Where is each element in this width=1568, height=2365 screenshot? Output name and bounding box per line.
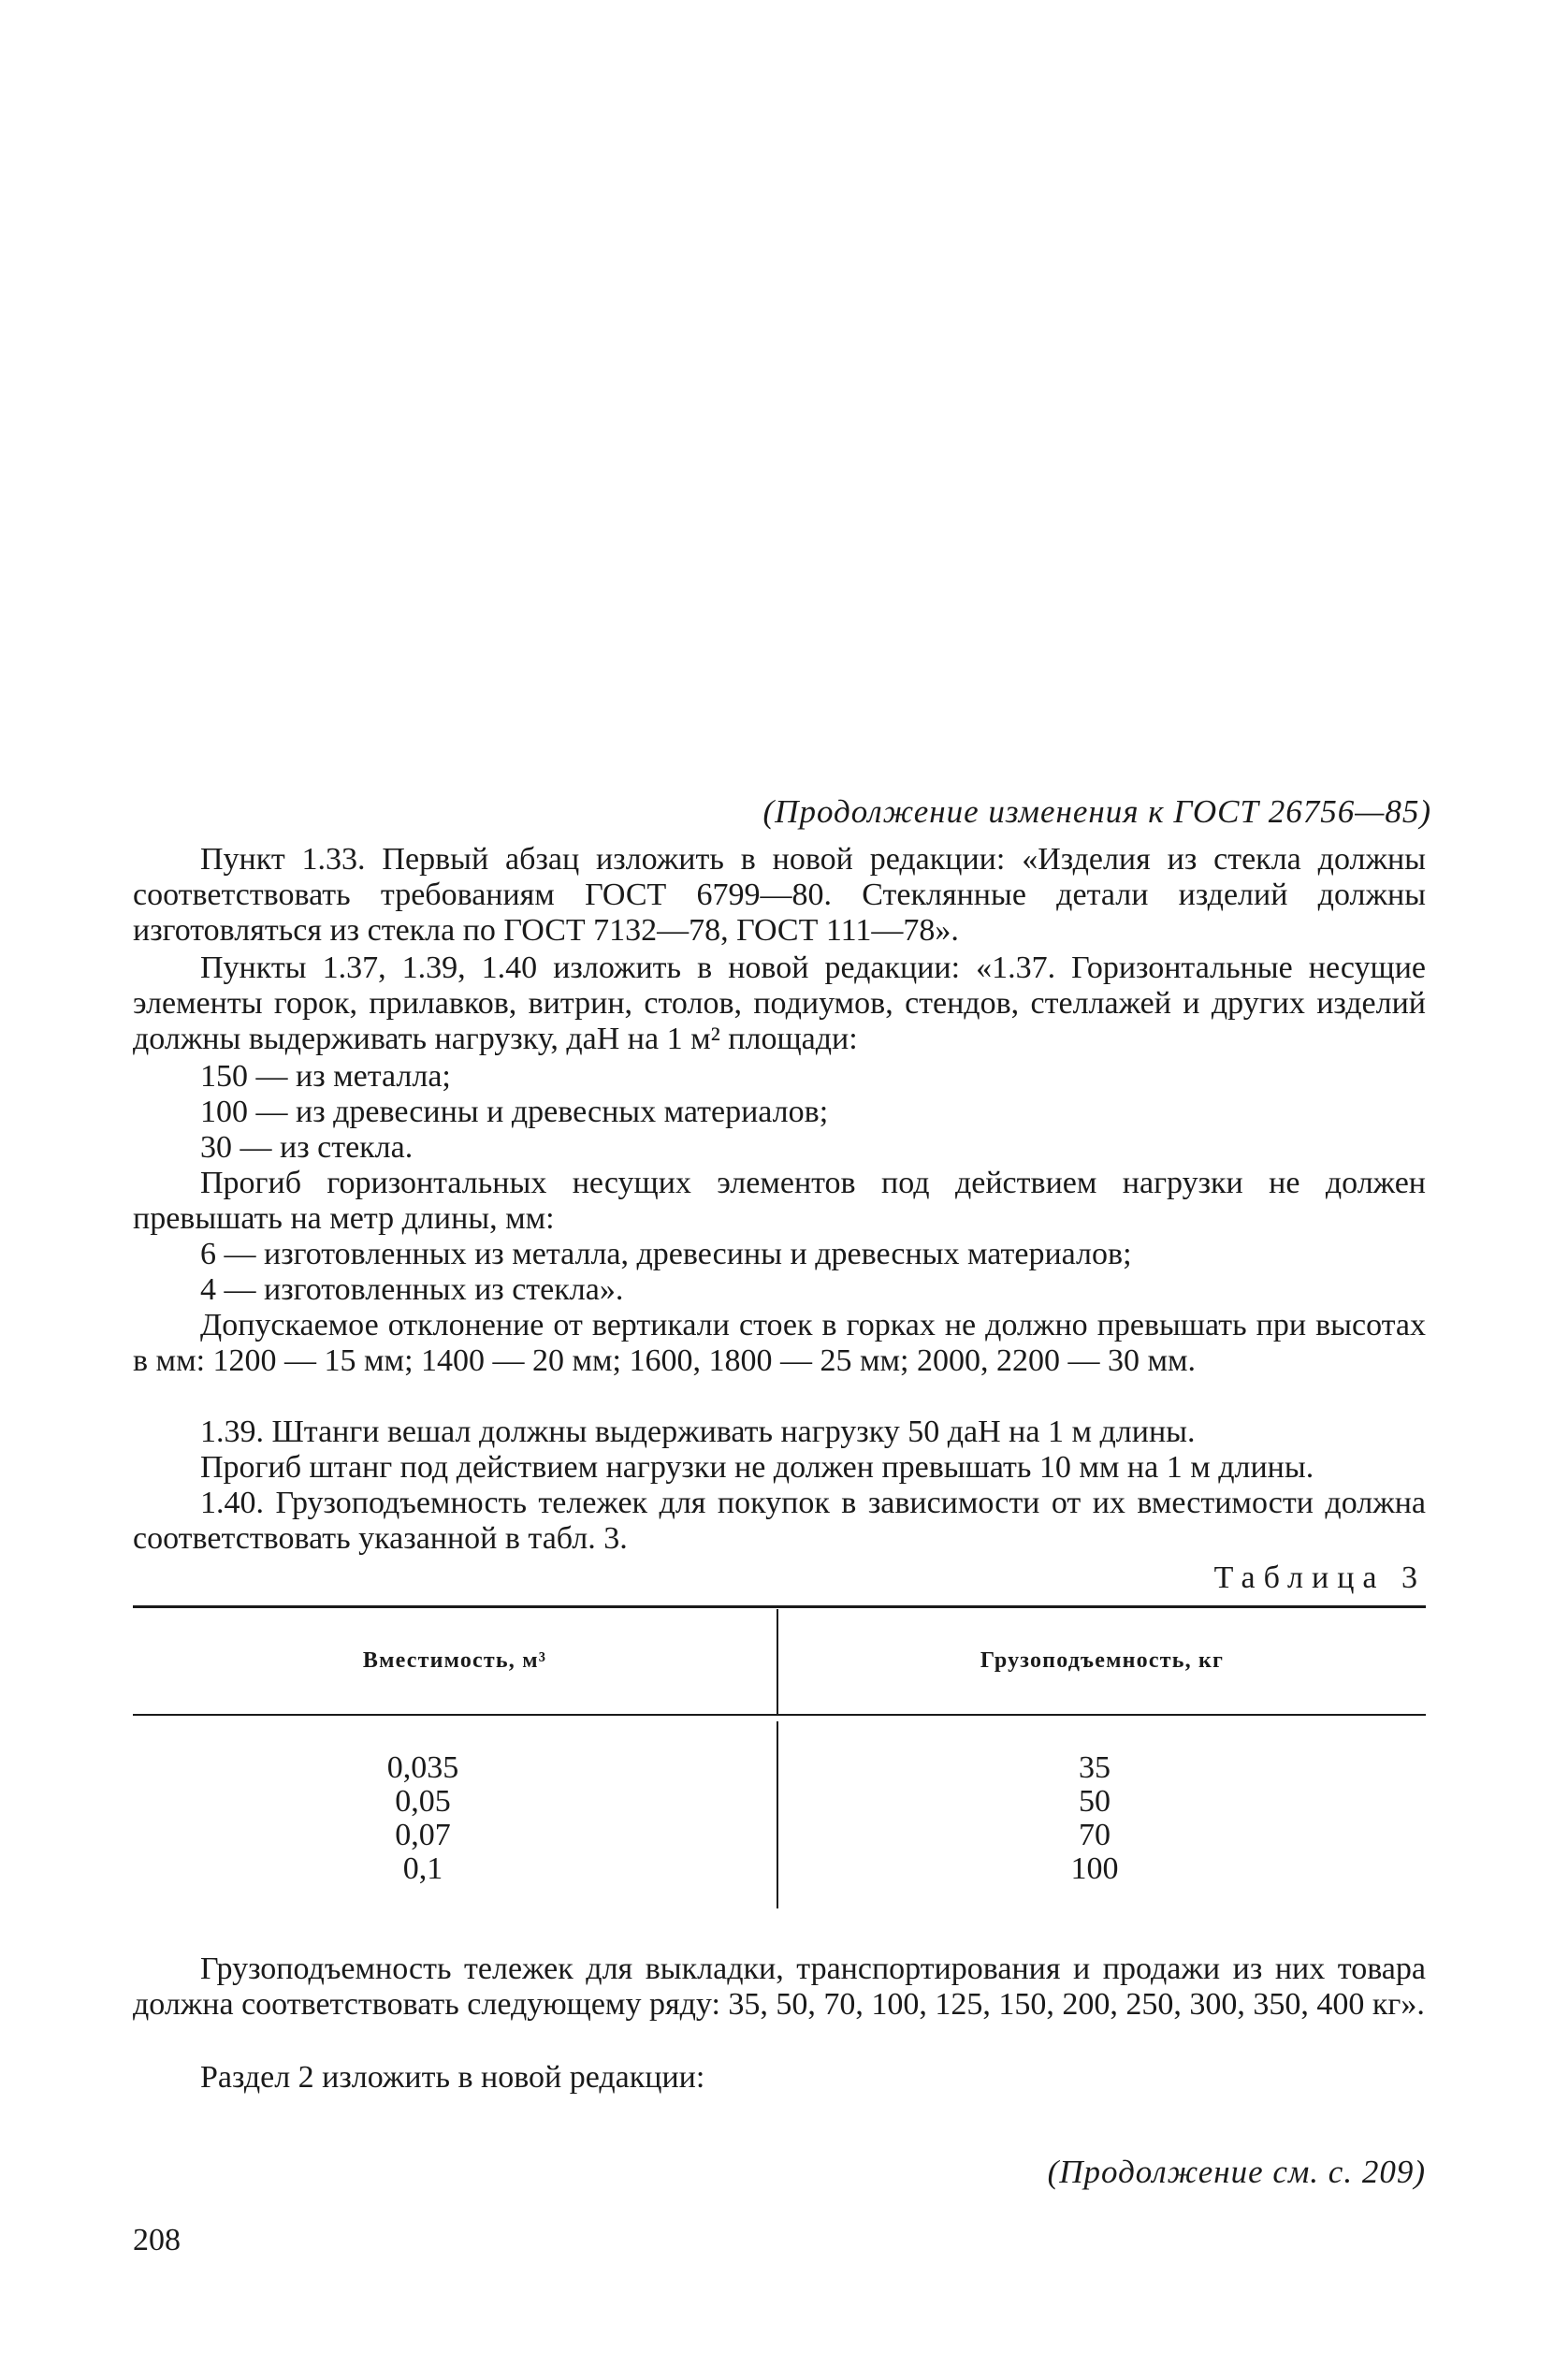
- table-cell: 70: [1079, 1818, 1111, 1852]
- table-cell: 100: [1070, 1851, 1119, 1886]
- paragraph-rod-deflection: Прогиб штанг под действием нагрузки не должен превышать 10 мм на 1 м длины.: [200, 1450, 1314, 1485]
- paragraph-1-40: 1.40. Грузоподъемность тележек для покупок в зависимости от их вместимости должна соответствовать указанной в табл. 3.: [133, 1486, 1426, 1556]
- table-cell: 35: [1079, 1750, 1111, 1785]
- table-cell: 0,1: [402, 1851, 443, 1886]
- table-top-rule: [133, 1605, 1426, 1608]
- list-item-metal: 150 — из металла;: [200, 1059, 451, 1094]
- paragraph-1-39: 1.39. Штанги вешал должны выдерживать нагрузку 50 даН на 1 м длины.: [200, 1415, 1196, 1449]
- table-column-load: [945, 1751, 1244, 1886]
- list-item-wood: 100 — из древесины и древесных материалов;: [200, 1095, 829, 1129]
- paragraph-load-series: Грузоподъемность тележек для выкладки, транспортирования и продажи из них товара должна соответствовать следующему ряду: 35, 50, 70, 100, 125, 150, 200, 250, 300, 350, 400 кг».: [133, 1951, 1426, 2022]
- continuation-footer: (Продолжение см. с. 209): [1047, 2154, 1426, 2190]
- table-cell: 0,07: [395, 1818, 451, 1852]
- table-cell: 50: [1079, 1784, 1111, 1819]
- list-item-glass: 30 — из стекла.: [200, 1130, 414, 1165]
- table-header-capacity: Вместимость, м³: [362, 1648, 547, 1673]
- paragraph-1-33: Пункт 1.33. Первый абзац изложить в новой редакции: «Изделия из стекла должны соответствовать требованиям ГОСТ 6799—80. Стеклянные детали изделий должны изготовляться из стекла по ГОСТ 7132—78, ГОСТ 111—78».: [133, 842, 1426, 948]
- paragraph-section-2: Раздел 2 изложить в новой редакции:: [200, 2060, 705, 2095]
- page-number: 208: [133, 2223, 181, 2257]
- paragraph-deflection: Прогиб горизонтальных несущих элементов под действием нагрузки не должен превышать на метр длины, мм:: [133, 1166, 1426, 1236]
- table-cell: 0,035: [386, 1750, 459, 1785]
- continuation-header: (Продолжение изменения к ГОСТ 26756—85): [762, 793, 1431, 830]
- table-header-load: Грузоподъемность, кг: [980, 1648, 1225, 1673]
- paragraph-1-37: Пункты 1.37, 1.39, 1.40 изложить в новой редакции: «1.37. Горизонтальные несущие элементы горок, прилавков, витрин, столов, подиумов, стендов, стеллажей и других изделий должны выдерживать нагрузку, даН на 1 м² площади:: [133, 950, 1426, 1056]
- table-column-capacity: [133, 1751, 713, 1886]
- list-item-deflection-metal: 6 — изготовленных из металла, древесины и древесных материалов;: [200, 1237, 1132, 1271]
- table-cell: 0,05: [395, 1784, 451, 1819]
- list-item-deflection-glass: 4 — изготовленных из стекла».: [200, 1272, 624, 1307]
- table-caption: Таблица 3: [1213, 1560, 1426, 1595]
- table-header-rule: [133, 1714, 1426, 1716]
- table-body-divider: [777, 1721, 778, 1908]
- paragraph-vertical-deviation: Допускаемое отклонение от вертикали стоек в горках не должно превышать при высотах в мм: 1200 — 15 мм; 1400 — 20 мм; 1600, 1800 — 25 мм; 2000, 2200 — 30 мм.: [133, 1308, 1426, 1378]
